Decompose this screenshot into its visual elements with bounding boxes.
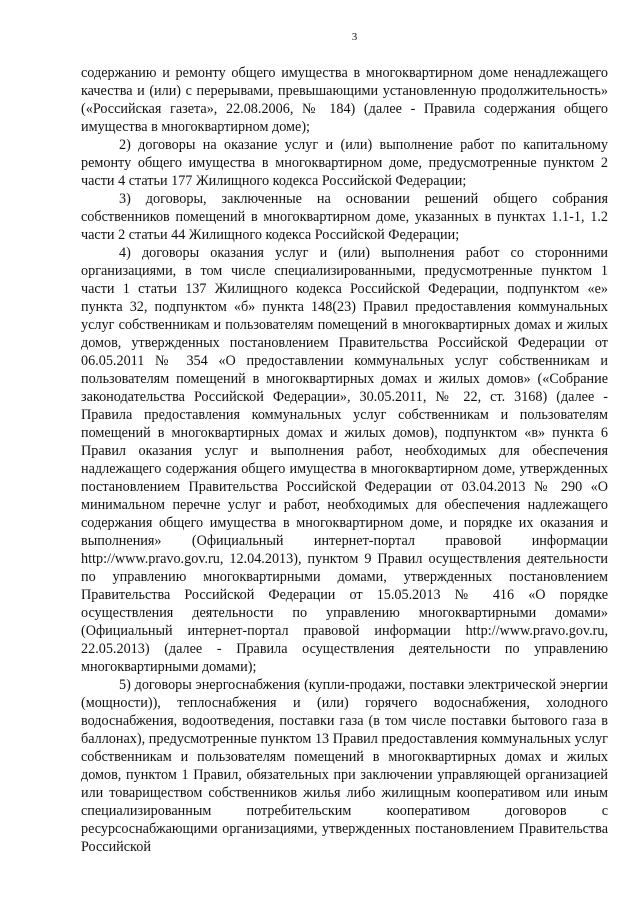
paragraph-item-3: 3) договоры, заключенные на основании решений общего собрания собственников помещений в многоквартирном доме, указанных в пунктах 1.1-1, 1.2 части 2 статьи 44 Жилищного кодекса Российской Федерации;: [81, 191, 608, 243]
paragraph-continuation: содержанию и ремонту общего имущества в многоквартирном доме ненадлежащего качества и (или) с перерывами, превышающими установленную продолжительность» («Российская газета», 22.08.2006, № 184) (далее - Правила содержания общего имущества в многоквартирном доме);: [81, 65, 608, 135]
paragraph-item-2: 2) договоры на оказание услуг и (или) выполнение работ по капитальному ремонту общего имущества в многоквартирном доме, предусмотренные пунктом 2 части 4 статьи 177 Жилищного кодекса Российской Федерации;: [81, 137, 608, 189]
document-body: [81, 64, 608, 856]
page-number: 3: [351, 31, 358, 43]
paragraph-item-5: 5) договоры энергоснабжения (купли-продажи, поставки электрической энергии (мощности)), теплоснабжения и (или) горячего водоснабжения, холодного водоснабжения, водоотведения, поставки газа (в том числе поставки бытового газа в баллонах), предусмотренные пунктом 13 Правил предоставления коммунальных услуг собственникам и пользователям помещений в многоквартирных домах и жилых домов, пунктом 1 Правил, обязательных при заключении управляющей организацией или товариществом собственников жилья либо жилищным кооперативом или иным специализированным потребительским кооперативом договоров с ресурсоснабжающими организациями, утвержденных постановлением Правительства Российской: [81, 677, 608, 855]
paragraph-item-4: 4) договоры оказания услуг и (или) выполнения работ со сторонними организациями, в том числе специализированными, предусмотренные пунктом 1 части 1 статьи 137 Жилищного кодекса Российской Федерации, подпунктом «е» пункта 32, подпунктом «б» пункта 148(23) Правил предоставления коммунальных услуг собственникам и пользователям помещений в многоквартирных домах и жилых домов, утвержденных постановлением Правительства Российской Федерации от 06.05.2011 № 354 «О предоставлении коммунальных услуг собственникам и пользователям помещений в многоквартирных домах и жилых домов» («Собрание законодательства Российской Федерации», 30.05.2011, № 22, ст. 3168) (далее - Правила предоставления коммунальных услуг собственникам и пользователям помещений в многоквартирных домах и жилых домов), подпунктом «в» пункта 6 Правил оказания услуг и выполнения работ, необходимых для обеспечения надлежащего содержания общего имущества в многоквартирном доме, утвержденных постановлением Правительства Российской Федерации от 03.04.2013 № 290 «О минимальном перечне услуг и работ, необходимых для обеспечения надлежащего содержания общего имущества в многоквартирном доме, и порядке их оказания и выполнения» (Официальный интернет-портал правовой информации http://www.pravo.gov.ru, 12.04.2013), пунктом 9 Правил осуществления деятельности по управлению многоквартирными домами, утвержденных постановлением Правительства Российской Федерации от 15.05.2013 № 416 «О порядке осуществления деятельности по управлению многоквартирными домами» (Официальный интернет-портал правовой информации http://www.pravo.gov.ru, 22.05.2013) (далее - Правила осуществления деятельности по управлению многоквартирными домами);: [81, 245, 608, 675]
